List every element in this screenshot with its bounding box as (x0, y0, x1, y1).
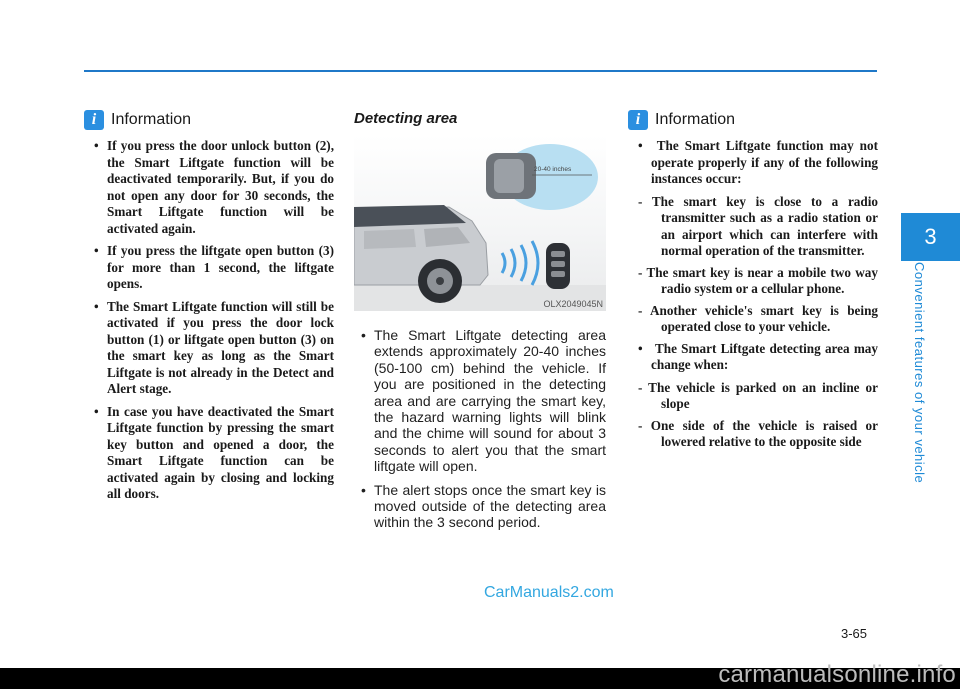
sub-list-wrap (628, 380, 878, 451)
list-item (628, 138, 878, 188)
chapter-tab: 3 (901, 213, 960, 261)
list-item-text: The Smart Liftgate detecting area may change when: (651, 340, 878, 372)
left-column (84, 110, 334, 509)
info-title: Information (655, 111, 736, 128)
list-item: • In case you have deactivated the Smart Liftgate function by pressing the smart key button and opened a door, the Smart Liftgate function can be activated again by closing and locking all doors. (84, 404, 334, 503)
distance-label: 20-40 inches (534, 166, 572, 173)
list-item: • If you press the door unlock button (2), the Smart Liftgate function will be deactivated temporarily. But, if you do not open any door for 30 seconds, the Smart Liftgate function will be activated again. (84, 138, 334, 237)
figure-code: OLX2049045N (543, 299, 603, 309)
info-list (628, 138, 878, 188)
footer-site-text: carmanualsonline.info (718, 661, 956, 688)
chapter-label: Convenient features of your vehicle (912, 262, 927, 484)
info-list (84, 138, 334, 503)
sub-list-wrap (628, 194, 878, 336)
info-header (628, 110, 878, 130)
right-column (628, 110, 878, 456)
info-title: Information (111, 111, 192, 128)
list-item: • The Smart Liftgate function will still be activated if you press the door lock button (1) or liftgate open button (3) on the smart key as long as the Smart Liftgate is not already in the Detect and Alert stage. (84, 299, 334, 398)
sub-list (638, 380, 878, 451)
detecting-area-figure (354, 135, 606, 311)
page-number: 3-65 (841, 626, 868, 641)
sub-list-item: - The smart key is near a mobile two way radio system or a cellular phone. (638, 264, 878, 296)
sub-list-item: - Another vehicle's smart key is being operated close to your vehicle. (638, 302, 878, 334)
sub-list-item: - The smart key is close to a radio transmitter such as a radio station or an airport which can interfere with normal operation of the transmitter. (638, 193, 878, 258)
info-header (84, 110, 334, 130)
middle-column (354, 110, 606, 538)
list-item-text: The Smart Liftgate function may not operate properly if any of the following instances occur: (651, 138, 878, 186)
info-list (628, 341, 878, 374)
list-item (628, 341, 878, 374)
sub-list (638, 194, 878, 336)
info-icon: i (628, 110, 648, 130)
detecting-list (354, 327, 606, 531)
section-title: Detecting area (354, 110, 458, 127)
vehicle-illustration (354, 135, 606, 311)
info-icon: i (84, 110, 104, 130)
watermark-link[interactable]: CarManuals2.com (484, 584, 614, 601)
sub-list-item: - The vehicle is parked on an incline or slope (638, 379, 878, 411)
list-item: • If you press the liftgate open button (3) for more than 1 second, the liftgate opens. (84, 243, 334, 293)
top-rule (84, 70, 877, 72)
list-item: • The Smart Liftgate detecting area extends approximately 20-40 inches (50-100 cm) behind the vehicle. If you are positioned in the detecting area and are carrying the smart key, the hazard warning lights will blink and the chime will sound for about 3 seconds to alert you that the smart liftgate will open. (354, 327, 606, 475)
sub-list-item: - One side of the vehicle is raised or lowered relative to the opposite side (638, 417, 878, 449)
list-item: • The alert stops once the smart key is moved outside of the detecting area within the 3 second period. (354, 482, 606, 531)
